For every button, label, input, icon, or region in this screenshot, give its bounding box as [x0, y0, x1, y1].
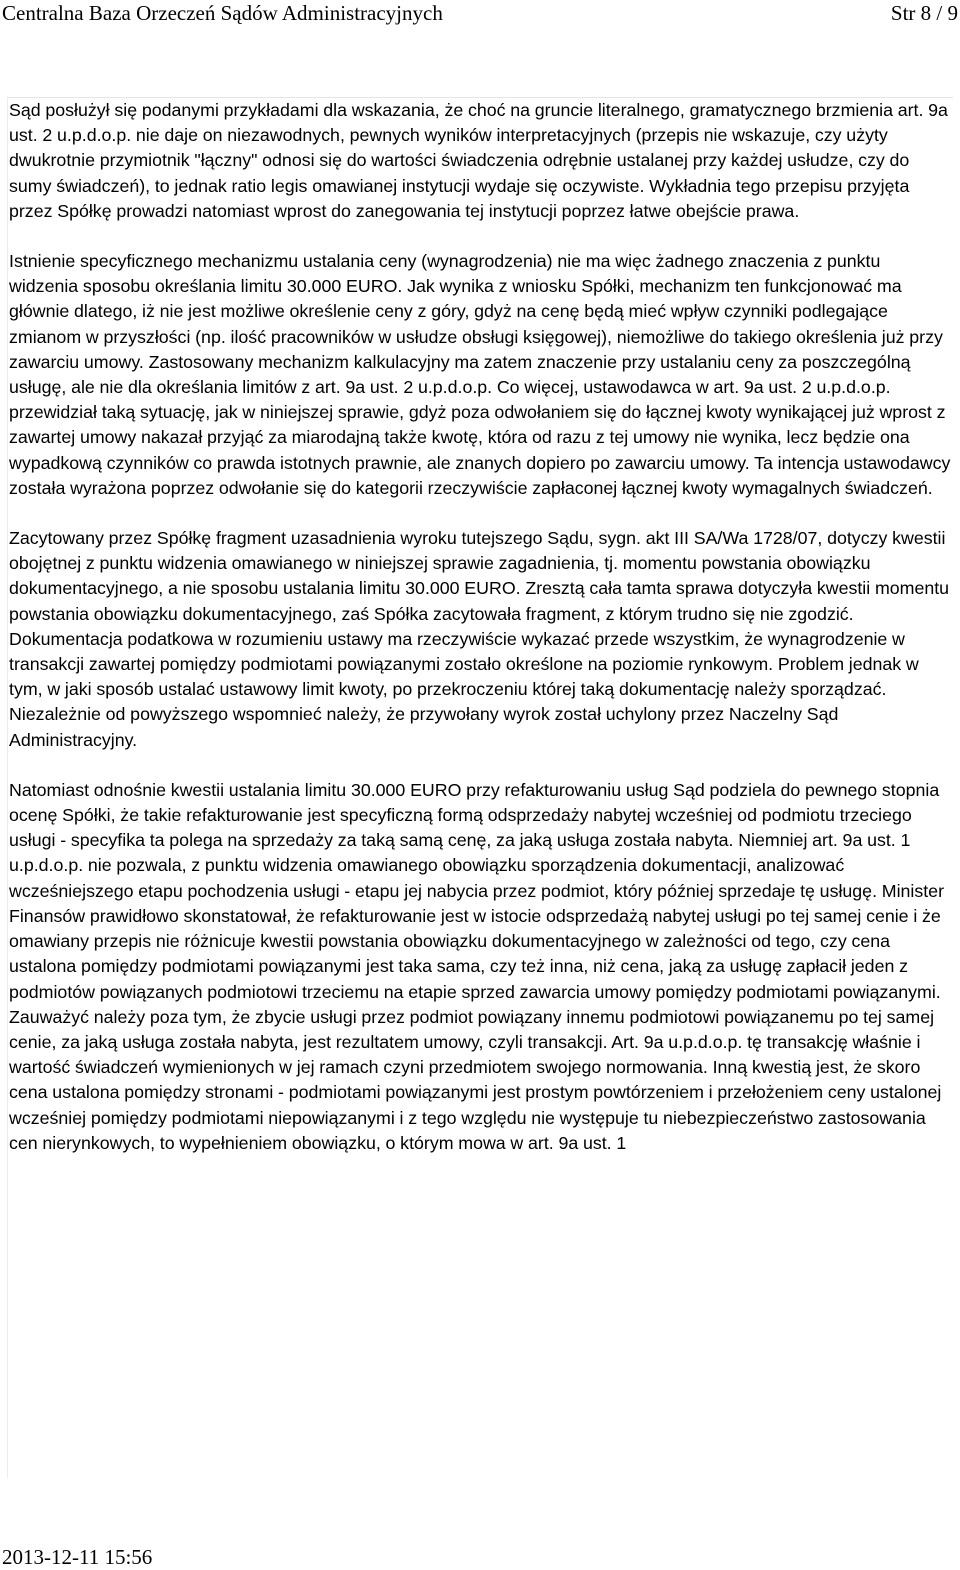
paragraph-1: Sąd posłużył się podanymi przykładami dla wskazania, że choć na gruncie literalnego, gramatycznego brzmienia art. 9a ust. 2 u.p.d.o.p. nie daje on niezawodnych, pewnych wyników interpretacyjnych (przepis nie wskazuje, czy użyty dwukrotnie przymiotnik "łączny" odnosi się do wartości świadczenia odrębnie ustalanej przy każdej usłudze, czy do sumy świadczeń), to jednak ratio legis omawianej instytucji wydaje się oczywiste. Wykładnia tego przepisu przyjęta przez Spółkę prowadzi natomiast wprost do zanegowania tej instytucji poprzez łatwe obejście prawa.	[9, 100, 948, 221]
paragraph-3: Zacytowany przez Spółkę fragment uzasadnienia wyroku tutejszego Sądu, sygn. akt III SA/Wa 1728/07, dotyczy kwestii obojętnej z punktu widzenia omawianego w niniejszej sprawie zagadnienia, tj. momentu powstania obowiązku dokumentacyjnego, a nie sposobu ustalania limitu 30.000 EURO. Zresztą cała tamta sprawa dotyczyła kwestii momentu powstania obowiązku dokumentacyjnego, zaś Spółka zacytowała fragment, z którym trudno się nie zgodzić. Dokumentacja podatkowa w rozumieniu ustawy ma rzeczywiście wykazać przede wszystkim, że wynagrodzenie w transakcji zawartej pomiędzy podmiotami powiązanymi zostało określone na poziomie rynkowym. Problem jednak w tym, w jaki sposób ustalać ustawowy limit kwoty, po przekroczeniu której taką dokumentację należy sporządzać. Niezależnie od powyższego wspomnieć należy, że przywołany wyrok został uchylony przez Naczelny Sąd Administracyjny.	[9, 528, 950, 750]
paragraph-4: Natomiast odnośnie kwestii ustalania limitu 30.000 EURO przy refakturowaniu usług Sąd podziela do pewnego stopnia ocenę Spółki, że takie refakturowanie jest specyficzną formą odsprzedaży nabytej wcześniej od podmiotu trzeciego usługi - specyfika ta polega na sprzedaży za taką samą cenę, za jaką usługa została nabyta. Niemniej art. 9a ust. 1 u.p.d.o.p. nie pozwala, z punktu widzenia omawianego obowiązku sporządzenia dokumentacji, analizować wcześniejszego etapu pochodzenia usługi - etapu jej nabycia przez podmiot, który później sprzedaje tę usługę. Minister Finansów prawidłowo skonstatował, że refakturowanie jest w istocie odsprzedażą nabytej usługi po tej samej cenie i że omawiany przepis nie różnicuje kwestii powstania obowiązku dokumentacyjnego w zależności od tego, czy cena ustalona pomiędzy podmiotami powiązanymi jest taka sama, czy też inna, niż cena, jaką za usługę zapłacił jeden z podmiotów powiązanych podmiotowi trzeciemu na etapie sprzed zawarcia umowy pomiędzy podmiotami powiązanymi. Zauważyć należy poza tym, że zbycie usługi przez podmiot powiązany innemu podmiotowi powiązanemu po tej samej cenie, za jaką usługa została nabyta, jest rezultatem umowy, czyli transakcji. Art. 9a u.p.d.o.p. tę transakcję właśnie i wartość świadczeń wymienionych w jej ramach czyni przedmiotem swojego normowania. Inną kwestią jest, że skoro cena ustalona pomiędzy stronami - podmiotami powiązanymi jest prostym powtórzeniem i przełożeniem ceny ustalonej wcześniej pomiędzy podmiotami niepowiązanymi i z tego względu nie występuje tu niebezpieczeństwo zastosowania cen nierynkowych, to wypełnieniem obowiązku, o którym mowa w art. 9a ust. 1	[9, 779, 944, 1153]
page-number: Str 8 / 9	[890, 1, 958, 25]
paragraph-2: Istnienie specyficznego mechanizmu ustalania ceny (wynagrodzenia) nie ma więc żadnego znaczenia z punktu widzenia sposobu określania limitu 30.000 EURO. Jak wynika z wniosku Spółki, mechanizm ten funkcjonować ma głównie dlatego, iż nie jest możliwe określenie ceny z góry, gdyż na cenę będą mieć wpływ czynniki podlegające zmianom w przyszłości (np. ilość pracowników w usłudze obsługi księgowej), niemożliwe do takiego określenia już przy zawarciu umowy. Zastosowany mechanizm kalkulacyjny ma zatem znaczenie przy ustalaniu ceny za poszczególną usługę, ale nie dla określania limitów z art. 9a ust. 2 u.p.d.o.p. Co więcej, ustawodawca w art. 9a ust. 2 u.p.d.o.p. przewidział taką sytuację, jak w niniejszej sprawie, gdyż poza odwołaniem się do łącznej kwoty wynikającej już wprost z zawartej umowy nakazał przyjąć za miarodajną także kwotę, która od razu z tej umowy nie wynika, lecz będzie ona wypadkową czynników co prawda istotnych prawnie, ale znanych dopiero po zawarciu umowy. Ta intencja ustawodawcy została wyrażona poprzez odwołanie się do kategorii rzeczywiście zapłaconej łącznej kwoty wymagalnych świadczeń.	[9, 251, 951, 498]
site-title: Centralna Baza Orzeczeń Sądów Administracyjnych	[2, 1, 443, 25]
page-header	[0, 0, 960, 30]
judgment-text	[7, 97, 953, 1478]
print-timestamp: 2013-12-11 15:56	[2, 1545, 153, 1569]
